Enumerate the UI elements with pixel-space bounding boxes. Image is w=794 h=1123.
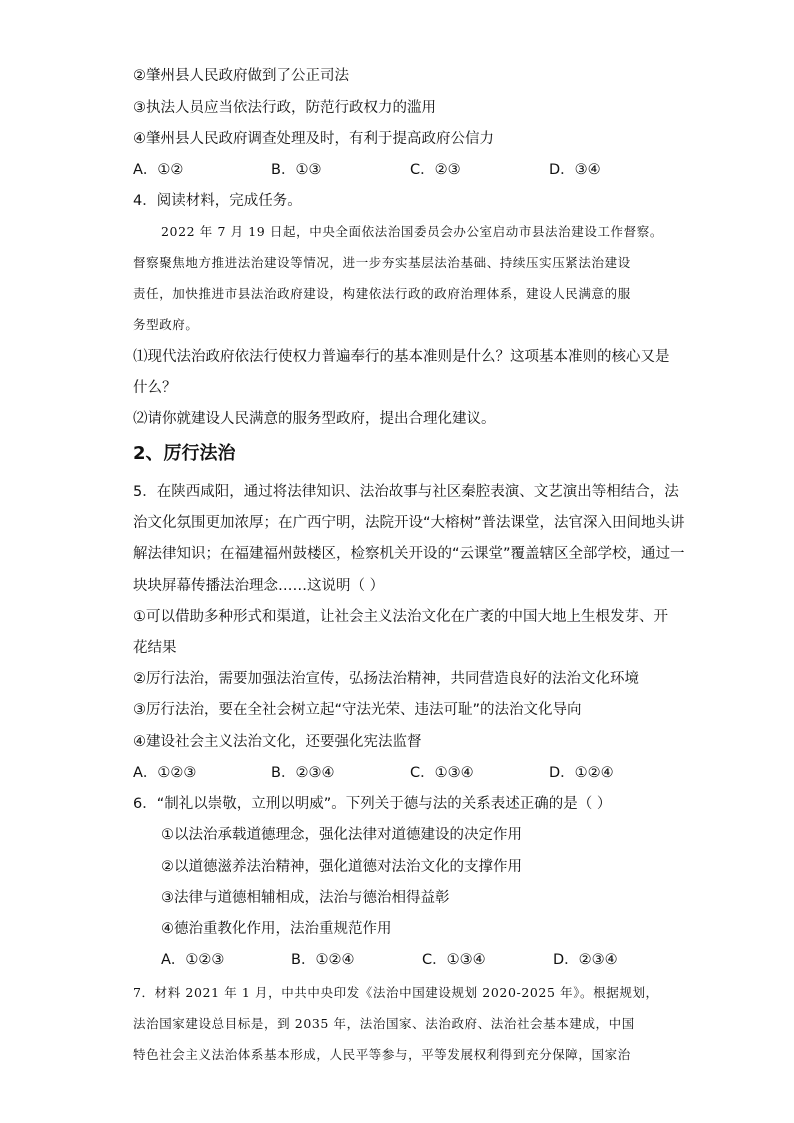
q7-line: 法治国家建设总目标是，到 2035 年，法治国家、法治政府、法治社会基本建成，中国 <box>133 1016 635 1031</box>
q6-statement-3: ③法律与道德相辅相成，法治与德治相得益彰 <box>161 890 450 906</box>
q5-stem-line: 解法律知识；在福建福州鼓楼区，检察机关开设的“云课堂”覆盖辖区全部学校，通过一 <box>133 546 685 562</box>
q5-option-b: B．②③④ <box>271 765 335 781</box>
q3-option-b: B．①③ <box>271 162 322 178</box>
q6-statement-4: ④德治重教化作用，法治重规范作用 <box>161 921 392 937</box>
q3-options <box>133 160 601 180</box>
q7-line: 7．材料 2021 年 1 月，中共中央印发《法治中国建设规划 2020-2025 年》。根据规划， <box>133 985 659 1000</box>
q6-options <box>161 950 618 970</box>
q4-material-line: 督察聚焦地方推进法治建设等情况，进一步夯实基层法治基础、持续压实压紧法治建设 <box>133 255 631 270</box>
q3-statement-4: ④肇州县人民政府调查处理及时，有利于提高政府公信力 <box>133 131 494 147</box>
q5-statement-4: ④建设社会主义法治文化，还要强化宪法监督 <box>133 734 422 750</box>
q5-option-d: D．①②④ <box>549 765 614 781</box>
q3-option-a: A．①② <box>133 162 184 178</box>
q6-option-c: C．①③④ <box>422 952 486 968</box>
q6-option-d: D．②③④ <box>553 952 618 968</box>
section-heading: 2、厉行法治 <box>133 443 236 464</box>
q4-material-line: 2022 年 7 月 19 日起，中央全面依法治国委员会办公室启动市县法治建设工作督察。 <box>161 224 663 239</box>
q4-task-1-cont: 什么？ <box>133 380 177 396</box>
q5-stem-line: 治文化氛围更加浓厚；在广西宁明，法院开设“大榕树”普法课堂，法官深入田间地头讲 <box>133 515 685 531</box>
q6-option-a: A．①②③ <box>161 952 225 968</box>
q6-option-b: B．①②④ <box>291 952 355 968</box>
q5-stem-line: 块块屏幕传播法治理念……这说明（ ） <box>133 578 385 594</box>
q5-stem-line: 5．在陕西咸阳，通过将法律知识、法治故事与社区秦腔表演、文艺演出等相结合，法 <box>133 484 679 500</box>
q4-stem: 4．阅读材料，完成任务。 <box>133 193 302 209</box>
q6-stem: 6．“制礼以崇敬，立刑以明威”。下列关于德与法的关系表述正确的是（ ） <box>133 796 612 812</box>
q5-options <box>133 763 614 783</box>
q5-statement-3: ③厉行法治，要在全社会树立起“守法光荣、违法可耻”的法治文化导向 <box>133 702 582 718</box>
q7-line: 特色社会主义法治体系基本形成，人民平等参与，平等发展权利得到充分保障，国家治 <box>133 1047 631 1062</box>
q3-statement-3: ③执法人员应当依法行政，防范行政权力的滥用 <box>133 100 436 116</box>
q5-statement-1-cont: 花结果 <box>133 640 177 656</box>
q6-statement-2: ②以道德滋养法治精神，强化道德对法治文化的支撑作用 <box>161 859 522 875</box>
q6-statement-1: ①以法治承载道德理念，强化法律对道德建设的决定作用 <box>161 827 522 843</box>
q5-statement-2: ②厉行法治，需要加强法治宣传，弘扬法治精神，共同营造良好的法治文化环境 <box>133 671 639 687</box>
q3-option-d: D．③④ <box>549 162 601 178</box>
q4-task-2: ⑵请你就建设人民满意的服务型政府，提出合理化建议。 <box>133 411 496 427</box>
q4-material-line: 责任，加快推进市县法治政府建设，构建依法行政的政府治理体系，建设人民满意的服 <box>133 286 631 301</box>
q5-option-c: C．①③④ <box>410 765 474 781</box>
q5-statement-1: ①可以借助多种形式和渠道，让社会主义法治文化在广袤的中国大地上生根发芽、开 <box>133 609 668 625</box>
q4-material-line: 务型政府。 <box>133 317 199 332</box>
q4-task-1: ⑴现代法治政府依法行使权力普遍奉行的基本准则是什么？这项基本准则的核心又是 <box>133 349 670 365</box>
q3-option-c: C．②③ <box>410 162 461 178</box>
q5-option-a: A．①②③ <box>133 765 197 781</box>
q3-statement-2: ②肇州县人民政府做到了公正司法 <box>133 68 349 84</box>
